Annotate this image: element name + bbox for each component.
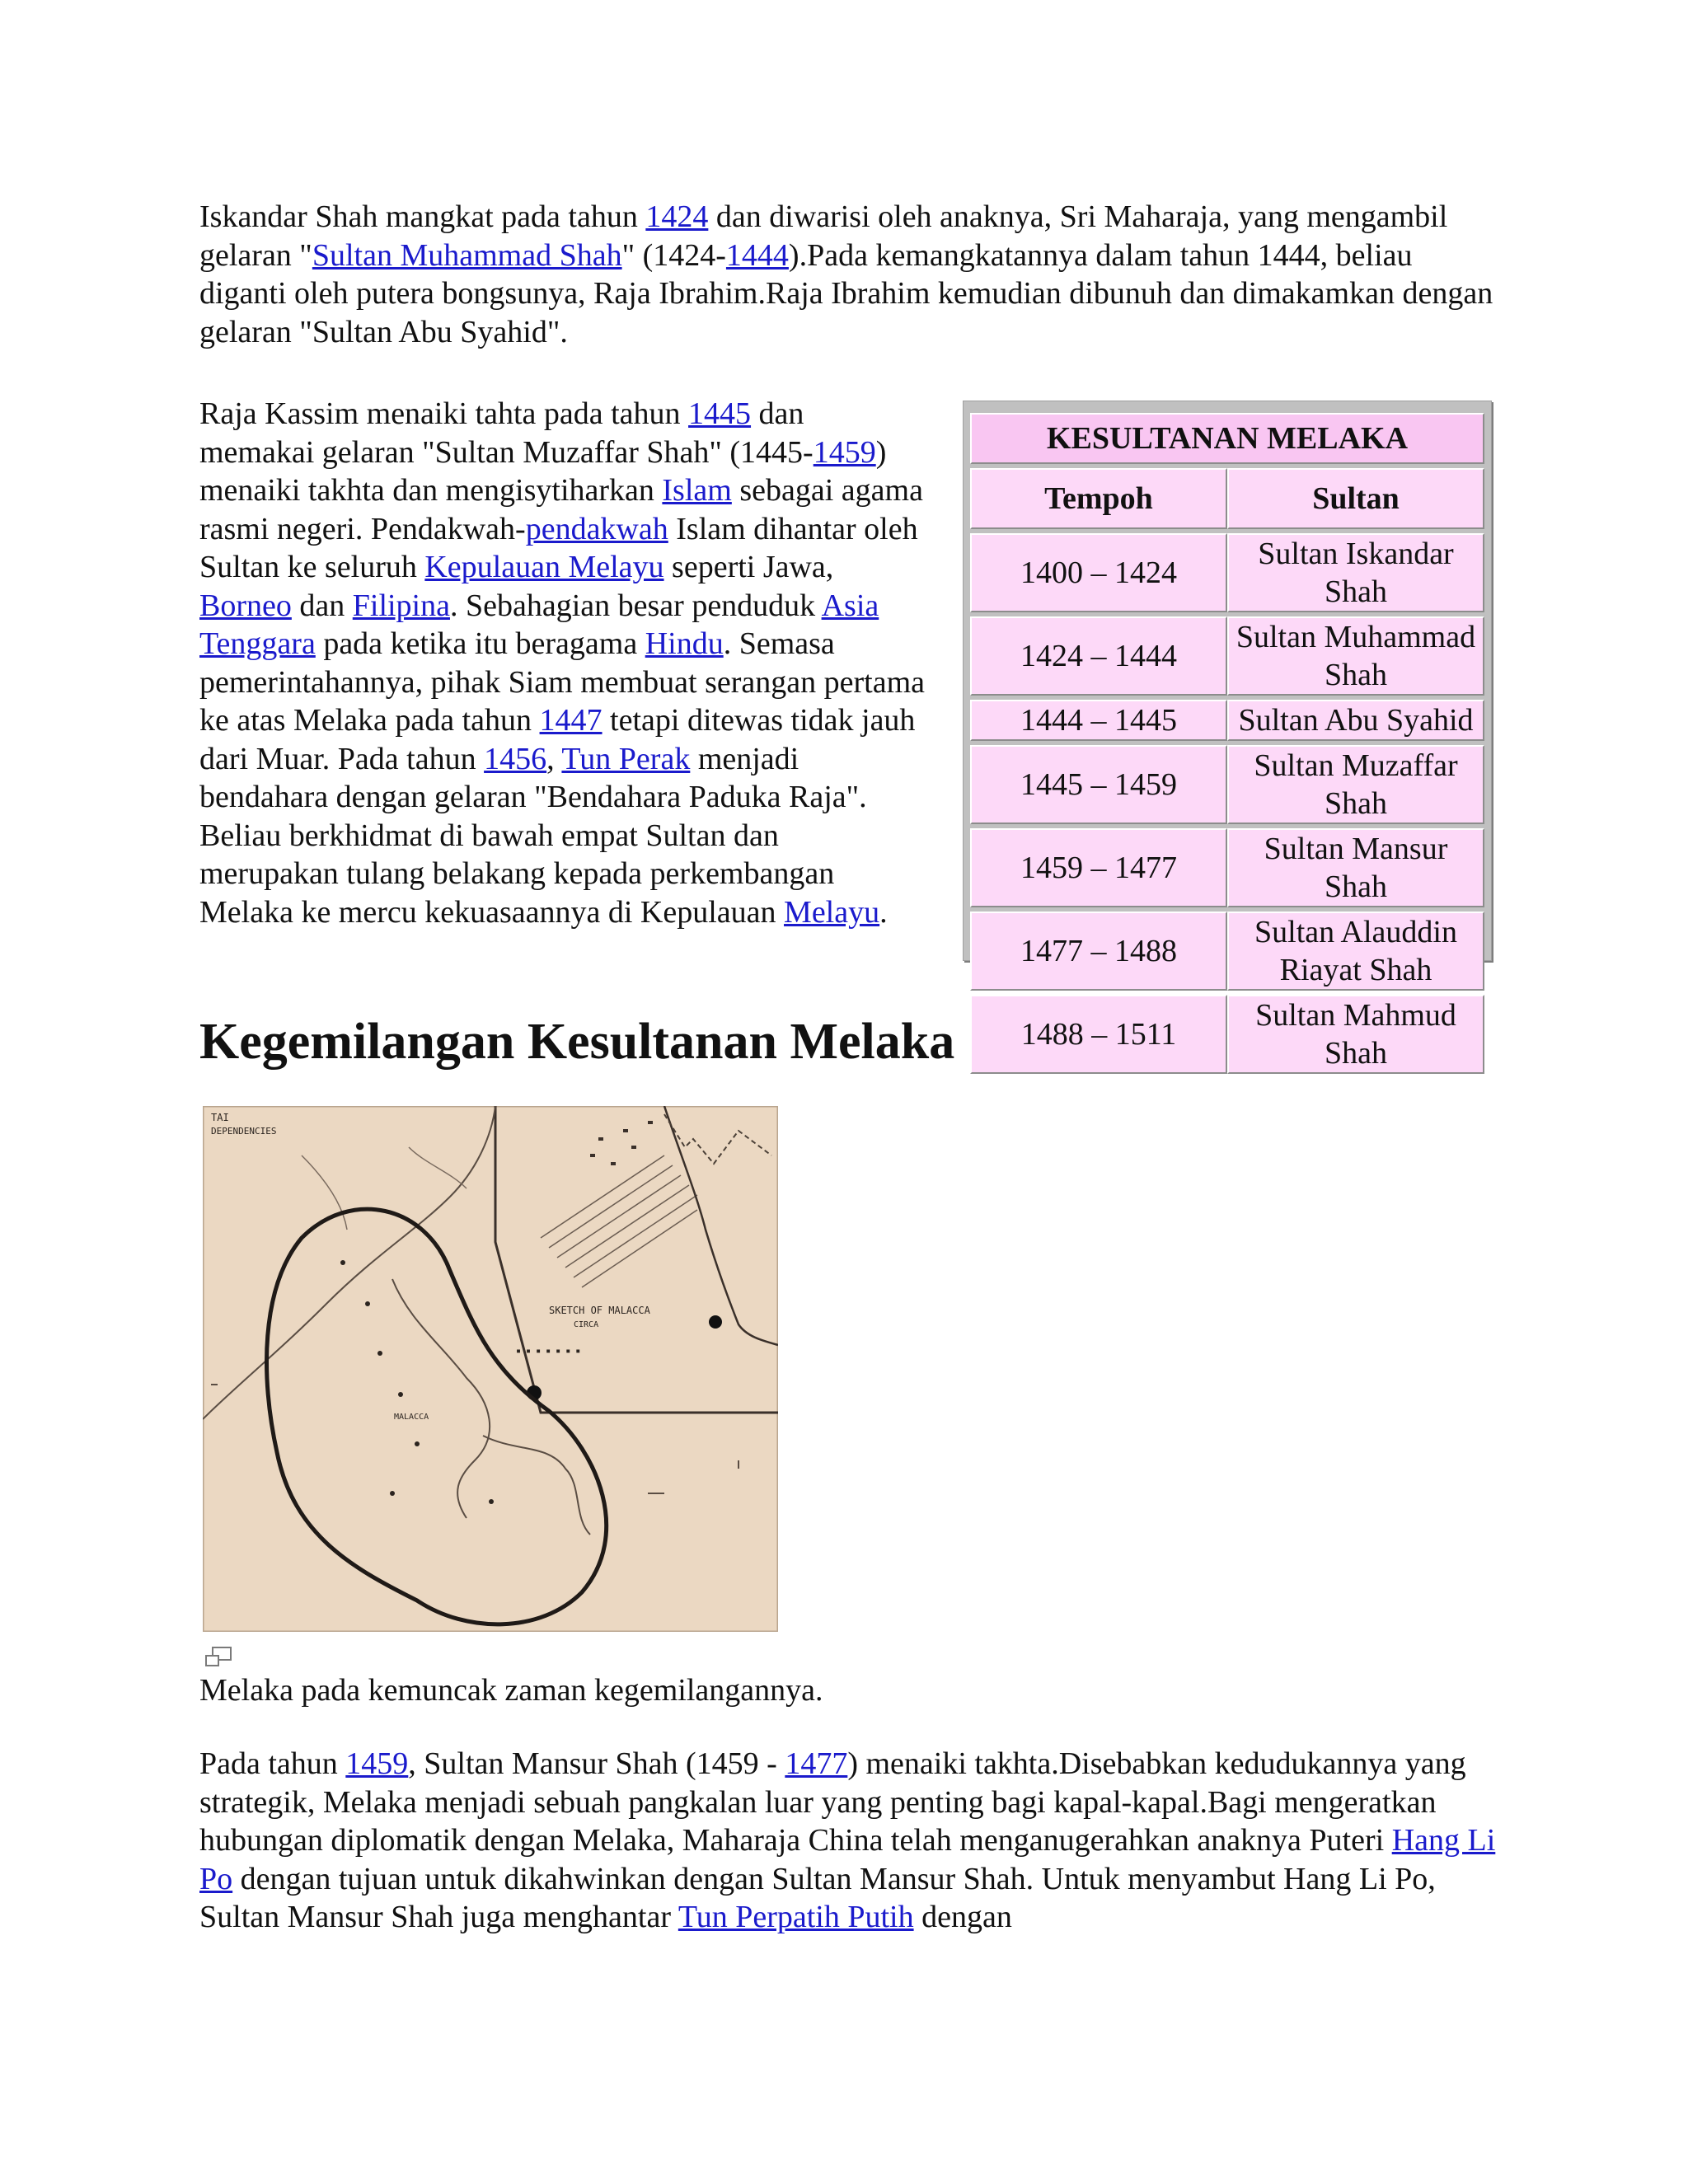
text: tetapi ditewas tidak jauh dari Muar. Pada tahun xyxy=(199,703,916,776)
text: . xyxy=(879,894,888,930)
text: dan diwarisi oleh anaknya, Sri Maharaja, yang mengambil gelaran " xyxy=(199,199,1448,273)
table-row xyxy=(970,912,1484,991)
link-pendakwah[interactable]: pendakwah xyxy=(525,511,668,546)
map-label-malacca: MALACCA xyxy=(394,1413,429,1422)
text: . Sebahagian besar penduduk xyxy=(449,588,822,623)
text: Pada tahun xyxy=(199,1746,346,1781)
table-caption-row xyxy=(970,413,1484,464)
table-header-row xyxy=(970,468,1484,529)
cell-tempoh: 1444 – 1445 xyxy=(970,700,1227,741)
map-label-top: TAI xyxy=(211,1112,229,1123)
link-1424[interactable]: 1424 xyxy=(645,199,709,234)
text: ) menaiki takhta.Disebabkan kedudukannya yang strategik, Melaka menjadi sebuah pangkalan luar yang penting bagi kapal-kapal.Bagi mengeratkan hubungan diplomatik dengan Melaka, Maharaja China telah menganugerahkan anaknya Puteri xyxy=(199,1746,1466,1858)
sultan-table-grid xyxy=(970,409,1484,1078)
cell-tempoh: 1488 – 1511 xyxy=(970,995,1227,1074)
link-kepulauan-melayu[interactable]: Kepulauan Melayu xyxy=(424,550,664,584)
map-label-circa: CIRCA xyxy=(574,1320,599,1329)
link-borneo[interactable]: Borneo xyxy=(199,588,292,623)
link-hang-li-po[interactable]: Hang Li Po xyxy=(199,1823,1496,1896)
paragraph-mansur-shah xyxy=(199,1745,1502,1937)
text: menjadi bendahara dengan gelaran "Bendahara Paduka Raja". Beliau berkhidmat di bawah empat Sultan dan merupakan tulang belakang kepada perkembangan Melaka ke mercu kekuasaannya di Kepulauan xyxy=(199,741,867,930)
text: dan xyxy=(291,588,353,623)
enlarge-icon[interactable] xyxy=(204,1646,232,1669)
text: Islam dihantar oleh Sultan ke seluruh xyxy=(199,511,918,584)
cell-sultan: Sultan Iskandar Shah xyxy=(1227,533,1484,612)
sultan-table xyxy=(963,401,1492,1071)
text: ).Pada kemangkatannya dalam tahun 1444, beliau diganti oleh putera bongsunya, Raja Ibrahim.Raja Ibrahim kemudian dibunuh dan dimakamkan dengan gelaran "Sultan Abu Syahid". xyxy=(199,237,1493,349)
table-row xyxy=(970,745,1484,824)
map-label-sketch: SKETCH OF MALACCA xyxy=(549,1305,650,1316)
text: Raja Kassim menaiki tahta pada tahun xyxy=(199,396,689,431)
cell-sultan: Sultan Abu Syahid xyxy=(1227,700,1484,741)
cell-tempoh: 1459 – 1477 xyxy=(970,828,1227,907)
header-tempoh: Tempoh xyxy=(970,468,1227,529)
paragraph-raja-kassim xyxy=(199,395,925,931)
table-row xyxy=(970,828,1484,907)
table-row xyxy=(970,995,1484,1074)
text: , Sultan Mansur Shah (1459 - xyxy=(408,1746,785,1781)
text: , xyxy=(546,741,562,776)
link-islam[interactable]: Islam xyxy=(662,473,732,508)
link-1445[interactable]: 1445 xyxy=(688,396,752,431)
cell-sultan: Sultan Mahmud Shah xyxy=(1227,995,1484,1074)
text: " (1424- xyxy=(621,237,726,273)
text: dengan xyxy=(913,1900,1012,1934)
link-melayu[interactable]: Melayu xyxy=(784,894,880,930)
text: pada ketika itu beragama xyxy=(315,626,645,661)
link-filipina[interactable]: Filipina xyxy=(352,588,450,623)
text: Iskandar Shah mangkat pada tahun xyxy=(199,199,646,234)
table-row xyxy=(970,616,1484,696)
paragraph-iskandar-shah xyxy=(199,198,1502,351)
cell-sultan: Sultan Muhammad Shah xyxy=(1227,616,1484,696)
malacca-map-image[interactable] xyxy=(203,1106,778,1632)
link-1456[interactable]: 1456 xyxy=(484,741,547,776)
text: sebagai agama rasmi negeri. Pendakwah- xyxy=(199,473,923,546)
cell-sultan: Sultan Mansur Shah xyxy=(1227,828,1484,907)
table-caption: KESULTANAN MELAKA xyxy=(970,413,1484,464)
cell-sultan: Sultan Muzaffar Shah xyxy=(1227,745,1484,824)
link-tun-perpatih-putih[interactable]: Tun Perpatih Putih xyxy=(678,1900,914,1934)
text: . Semasa pemerintahannya, pihak Siam membuat serangan pertama ke atas Melaka pada tahun xyxy=(199,626,926,738)
table-row xyxy=(970,700,1484,741)
svg-text:▪ ▪ ▪ ▪ ▪ ▪ ▪: ▪ ▪ ▪ ▪ ▪ ▪ ▪ xyxy=(516,1347,581,1356)
link-1447[interactable]: 1447 xyxy=(539,703,603,738)
text: dan memakai gelaran "Sultan Muzaffar Shah" (1445- xyxy=(199,396,814,470)
link-1459[interactable]: 1459 xyxy=(345,1746,409,1781)
link-asia-tenggara[interactable]: Asia Tenggara xyxy=(199,588,879,661)
link-hindu[interactable]: Hindu xyxy=(645,626,724,661)
cell-tempoh: 1445 – 1459 xyxy=(970,745,1227,824)
map-label-dependencies: DEPENDENCIES xyxy=(211,1126,277,1137)
link-1459[interactable]: 1459 xyxy=(813,434,876,470)
text: seperti Jawa, xyxy=(663,550,834,584)
figure-caption: Melaka pada kemuncak zaman kegemilangannya. xyxy=(199,1673,823,1708)
cell-tempoh: 1424 – 1444 xyxy=(970,616,1227,696)
header-sultan: Sultan xyxy=(1227,468,1484,529)
cell-tempoh: 1477 – 1488 xyxy=(970,912,1227,991)
section-heading: Kegemilangan Kesultanan Melaka xyxy=(199,1014,955,1070)
link-sultan-muhammad-shah[interactable]: Sultan Muhammad Shah xyxy=(312,237,622,273)
cell-sultan: Sultan Alauddin Riayat Shah xyxy=(1227,912,1484,991)
cell-tempoh: 1400 – 1424 xyxy=(970,533,1227,612)
table-row xyxy=(970,533,1484,612)
link-tun-perak[interactable]: Tun Perak xyxy=(561,741,691,776)
text: ) menaiki takhta dan mengisytiharkan xyxy=(199,434,887,508)
link-1477[interactable]: 1477 xyxy=(785,1746,848,1781)
text: dengan tujuan untuk dikahwinkan dengan Sultan Mansur Shah. Untuk menyambut Hang Li Po, Sultan Mansur Shah juga menghantar xyxy=(199,1861,1436,1934)
link-1444[interactable]: 1444 xyxy=(725,237,789,273)
